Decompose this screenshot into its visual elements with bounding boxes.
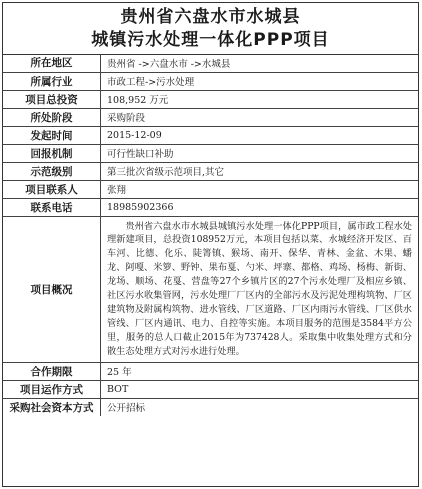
field-value-region: 贵州省 ->六盘水市 ->水城县 xyxy=(101,54,419,72)
table-row xyxy=(3,216,418,362)
field-value-operation-mode: BOT xyxy=(101,380,419,398)
field-value-start-date: 2015-12-09 xyxy=(101,126,419,144)
field-label-overview: 项目概况 xyxy=(3,216,101,362)
field-value-industry: 市政工程->污水处理 xyxy=(101,72,419,90)
field-label-region: 所在地区 xyxy=(3,54,101,72)
table-row xyxy=(3,162,418,180)
field-label-demo-level: 示范级别 xyxy=(3,162,101,180)
field-value-overview: 贵州省六盘水市水城县城镇污水处理一体化PPP项目，属市政工程水处理新建项目，总投资108952万元，本项目包括以菜、水城经济开发区、百车河、比德、化乐、陡箐镇、猴场、南开、保华、青林、金盆、木果、蟠龙、阿嘎、米箩、野钟、果布戛、勺米、坪寨、都格、鸡场、杨梅、新街、龙场、顺场、花戛、营盘等27个乡镇片区的27个污水处理厂及相应乡镇、社区污水收集管网，污水处理厂厂区内的全部污水及污泥处理构筑物、厂区建筑物及附属构筑物、进水管线、厂区道路、厂区内雨污水管线、厂区供水管线、厂区内通讯、电力、自控等实施。本项目服务的范围是3584平方公里，服务的总人口截止2015年为737428人。采取集中收集处理方式和分散生态处理方式对污水进行处理。 xyxy=(101,216,419,362)
field-label-start-date: 发起时间 xyxy=(3,126,101,144)
table-row xyxy=(3,362,418,380)
field-value-procurement: 公开招标 xyxy=(101,398,419,416)
document-title xyxy=(3,3,418,55)
field-value-contact: 张翔 xyxy=(101,180,419,198)
table-row xyxy=(3,54,418,72)
field-value-return-mechanism: 可行性缺口补助 xyxy=(101,144,419,162)
field-label-term: 合作期限 xyxy=(3,362,101,380)
field-label-procurement: 采购社会资本方式 xyxy=(3,398,101,416)
table-row xyxy=(3,90,418,108)
field-label-contact: 项目联系人 xyxy=(3,180,101,198)
title-line-1: 贵州省六盘水市水城县 xyxy=(120,7,301,27)
table-row xyxy=(3,180,418,198)
field-label-industry: 所属行业 xyxy=(3,72,101,90)
field-label-return-mechanism: 回报机制 xyxy=(3,144,101,162)
project-info-table xyxy=(3,54,418,416)
title-line-2: 城镇污水处理一体化PPP项目 xyxy=(91,30,330,50)
project-info-sheet xyxy=(2,2,419,487)
table-row xyxy=(3,398,418,416)
table-row xyxy=(3,126,418,144)
table-row xyxy=(3,198,418,216)
field-value-stage: 采购阶段 xyxy=(101,108,419,126)
field-value-total-investment: 108,952 万元 xyxy=(101,90,419,108)
table-row xyxy=(3,72,418,90)
table-row xyxy=(3,380,418,398)
table-row xyxy=(3,144,418,162)
field-label-operation-mode: 项目运作方式 xyxy=(3,380,101,398)
table-row xyxy=(3,108,418,126)
field-value-term: 25 年 xyxy=(101,362,419,380)
field-label-phone: 联系电话 xyxy=(3,198,101,216)
field-label-total-investment: 项目总投资 xyxy=(3,90,101,108)
field-value-phone: 18985902366 xyxy=(101,198,419,216)
field-label-stage: 所处阶段 xyxy=(3,108,101,126)
field-value-demo-level: 第三批次省级示范项目,其它 xyxy=(101,162,419,180)
